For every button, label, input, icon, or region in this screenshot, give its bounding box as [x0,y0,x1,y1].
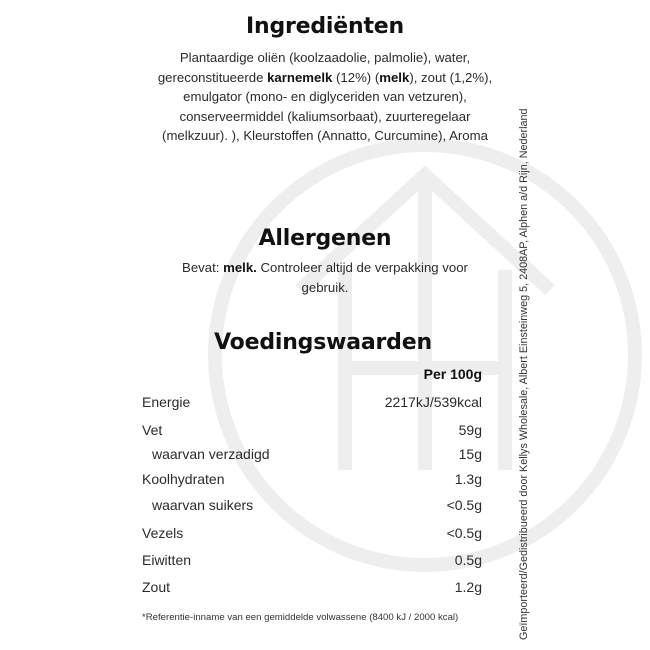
nutrition-label: waarvan suikers [152,497,254,513]
allergen-melk: melk [379,69,410,85]
ingredients-line-1: Plantaardige oliën (koolzaadolie, palmolie), water, [179,50,471,65]
nutrition-value: <0.5g [446,525,482,541]
nutrition-value: <0.5g [446,497,482,513]
nutrition-label: Eiwitten [142,552,192,568]
nutrition-label: Vet [142,422,163,438]
nutrition-row [142,552,482,572]
ingredients-line-5: (melkzuur). ), Kleurstoffen (Annatto, Curcumine), Aroma [162,128,488,144]
nutrition-value: 15g [458,446,482,462]
nutrition-label: Zout [142,579,171,595]
nutrition-label: Vezels [142,525,184,541]
allergen-karnemelk: karnemelk [267,69,333,85]
nutrition-row [142,579,482,599]
nutrition-label: Koolhydraten [142,471,225,487]
allergens-line-1 [0,258,650,278]
reference-intake-footnote: *Referentie-inname van een gemiddelde volwassene (8400 kJ / 2000 kcal) [142,612,459,623]
nutrition-label: Energie [142,394,191,410]
nutrition-row [142,422,482,442]
ingredients-heading: Ingrediënten [246,14,404,39]
ingredients-line-4: conserveermiddel (kaliumsorbaat), zuurteregelaar [179,108,471,124]
ingredients-text [0,48,650,146]
nutrition-heading: Voedingswaarden [214,330,432,355]
allergens-text [0,258,650,297]
allergens-heading: Allergenen [258,226,392,251]
nutrition-value: 1.3g [454,471,482,487]
allergens-line-2: gebruik. [301,279,349,295]
ingredients-text-fragment: (12%) ( [332,69,380,85]
nutrition-value: 59g [458,422,482,438]
nutrition-column-header: Per 100g [423,366,482,382]
nutrition-row [142,471,482,491]
allergens-warning: Controleer altijd de verpakking voor [256,260,468,275]
nutrition-value: 1.2g [454,579,482,595]
distributor-note: Geïmporteerd/Gedistribueerd door Kellys Wholesale, Albert Einsteinweg 5, 2408AP, Alphen a/d Rijn, Nederland [518,108,530,640]
nutrition-row [142,394,482,414]
allergen-milk: melk. [223,260,257,275]
allergens-prefix: Bevat: [182,260,224,275]
nutrition-row [142,525,482,545]
nutrition-value: 2217kJ/539kcal [384,394,482,410]
nutrition-row [142,497,482,517]
nutrition-row [142,446,482,466]
nutrition-label: waarvan verzadigd [152,446,270,462]
ingredients-line-3: emulgator (mono- en diglyceriden van vetzuren), [183,89,467,105]
ingredients-text-fragment: gereconstitueerde [157,69,268,85]
ingredients-line-2 [0,68,650,88]
nutrition-value: 0.5g [454,552,482,568]
ingredients-text-fragment: ), zout (1,2%), [409,69,493,85]
